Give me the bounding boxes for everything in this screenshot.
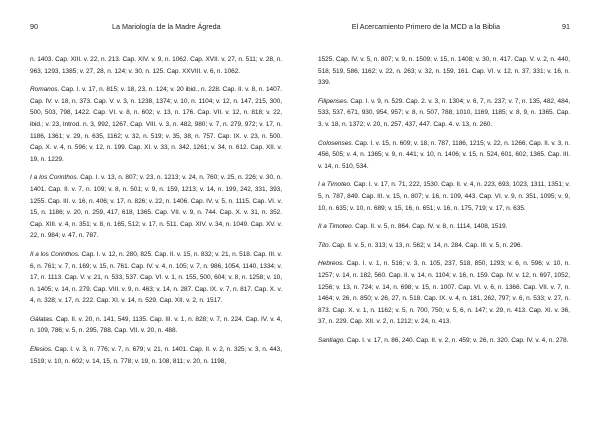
right-page-body	[318, 54, 570, 346]
entry-book-name: Filipenses.	[318, 97, 349, 105]
entry-book-name: Efesios.	[30, 346, 53, 354]
entry-book-name: Colosenses.	[318, 139, 354, 147]
right-page-header	[318, 22, 570, 40]
entry-references: Cap. I. v. 3, n. 776; v. 7, n. 679; v. 21, n. 1401. Cap. II. v. 2, n. 325; v. 3, n. 443, 1519; v. 10, n. 602; v. 14, 15, n. 778; v. 19, n. 108, 811; v. 20, n. 1198,	[30, 346, 282, 365]
index-entry	[30, 314, 282, 337]
entry-book-name: Gálatas.	[30, 315, 54, 323]
entry-references: Cap. I. v. 17, n. 71, 222, 1530. Cap. II. v. 4, n. 223, 693, 1023, 1311, 1351; v. 5, n. 787, 849. Cap. III. v. 15, n. 807; v. 16, n. 109, 443. Cap. VI. v. 9, n. 351, 1095; v. 9, 10, n. 635; v. 10, n. 689; v. 15, 16, n. 651; v. 16, n. 175, 719; v. 17, n. 635.	[318, 181, 570, 212]
index-entry	[318, 138, 570, 173]
entry-references: Cap. I. v. 17, n. 815; v. 18, 23, n. 124; v. 20 ibid., n. 228. Cap. II. v. 8, n. 1407. Cap. IV. v. 18, n. 373. Cap. V. v. 3, n. 1238, 1374; v. 10, n. 1104; v. 12, n. 147, 215, 300, 500, 503, 798, 1422. Cap. VI. v. 8, n. 602; v. 13, n. 176. Cap. VII. v. 12, n. 818; v. 22, ibid.; v. 23, Introd. n. 3, 992, 1267. Cap. VIII. v. 3, n. 482, 980; v. 7, n. 279, 972; v. 17, n. 1186, 1361; v. 29, n. 635, 1162; v. 32, n. 519; v. 35, 38, n. 757. Cap. IX. v. 23, n. 500. Cap. X. v. 4, n. 596; v. 12, n. 199. Cap. XI. v. 33, n. 342, 1261; v. 34, n. 612. Cap. XII. v. 19, n. 1229.	[30, 86, 282, 163]
entry-book-name: I a Timoteo.	[318, 181, 352, 189]
entry-references: Cap. I. v. 9, n. 529. Cap. 2. v. 3, n. 1304; v. 6, 7, n. 237; v. 7, n. 135, 482, 484, 533, 537, 671, 930, 954, 957; v. 8, n. 507, 788, 1010, 1169, 1185; v. 8, 9, n. 1365. Cap. 3. v. 18, n. 1372; v. 20, n. 257, 437, 447. Cap. 4. v. 13, n. 260.	[318, 97, 570, 128]
left-page-header	[30, 22, 282, 40]
index-entry	[318, 54, 570, 89]
index-entry	[30, 54, 282, 77]
entry-references: Cap. II. v. 5, n. 313; v. 13, n. 562; v. 14, n. 284. Cap. III. v. 5, n. 296.	[330, 241, 523, 249]
right-page	[300, 0, 600, 423]
entry-references: Cap. I. v. 17, n. 86, 240. Cap. II. v. 2, n. 459; v. 26, n. 320. Cap. IV. v. 4, n. 278.	[345, 336, 569, 344]
entry-book-name: II a Timoteo.	[318, 223, 354, 231]
index-entry	[318, 96, 570, 131]
index-entry	[30, 84, 282, 165]
entry-references: Cap. I. v. 15, n. 609; v. 18, n. 787, 1186, 1215; v. 22, n. 1266. Cap. II. v. 3, n. 456, 505; v. 4, n. 1365; v. 9, n. 441; v. 10, n. 1406; v. 15, n. 524, 601, 602, 1365. Cap. III. v. 14, n. 510, 534.	[318, 139, 570, 170]
entry-book-name: Hebreos.	[318, 260, 344, 268]
entry-references: n. 1403. Cap. XIII. v. 22, n. 213. Cap. XIV. v. 9, n. 1062. Cap. XVII. v. 27, n. 511; v. 28, n. 963, 1293, 1385; v. 27, 28, n. 124; v. 30, n. 125. Cap. XXVIII. v. 6, n. 1062.	[30, 56, 282, 75]
index-entry	[30, 172, 282, 242]
entry-book-name: I a los Corinthos.	[30, 174, 79, 182]
index-entry	[318, 240, 570, 252]
entry-references: Cap. I. v. 13, n. 807; v. 23, n. 1213; v. 24, n. 760; v. 25, n. 226; v. 30, n. 1401. Cap. II. v. 7, n. 109; v. 8, n. 501; v. 9, n. 159, 1213; v. 14, n. 199, 242, 331, 393, 1255. Cap. III. v. 16, n. 406; v. 17, n. 826; v. 22, n. 1406. Cap. IV. v. 5, n. 1115. Cap. VI. v. 15, n. 1186; v. 20, n. 259, 417, 618, 1365. Cap. VII. v. 9, n. 744. Cap. X. v. 31, n. 352. Cap. XIII. v. 4, n. 351; v. 8, n. 165, 512; v. 17, n. 511. Cap. XIV. v. 34, n. 1049. Cap. XV. v. 22, n. 984; v. 47, n. 787.	[30, 174, 283, 240]
left-page-body	[30, 54, 282, 367]
left-page-running-title: La Mariología de la Madre Ágreda	[112, 22, 221, 31]
entry-book-name: Tito.	[318, 241, 331, 249]
index-entry	[30, 344, 282, 367]
entry-references: Cap. II. v. 20, n. 141, 549, 1135. Cap. III. v. 1, n. 828; v. 7, n. 224. Cap. IV. v. 4, n. 109, 786; v. 5, n. 295, 788. Cap. VII. v. 20, n. 488.	[30, 315, 282, 335]
entry-book-name: II a los Corinthos.	[30, 250, 80, 258]
entry-references: Cap. II. v. 5, n. 864. Cap. IV. v. 8, n. 1114, 1408, 1519.	[353, 223, 508, 231]
index-entry	[318, 179, 570, 214]
entry-references: Cap. I. v. 12, n. 280, 825. Cap. II. v. 15, n. 832; v. 21, n. 518. Cap. III. v. 6, n. 761; v. 7, n. 169; v. 15, n. 761. Cap. IV. v. 4, n. 105; v. 7, n. 986, 1054, 1140, 1334; v. 17, n. 1113. Cap. V. v. 21, n. 533, 537. Cap. VI. v. 1, n. 155, 500, 604; v. 8, n. 1258; v. 10, n. 1405; v. 14, n. 279. Cap. VIII. v. 9, n. 463; v. 14, n. 287. Cap. IX. v. 7, n. 817. Cap. X. v. 4, n. 328; v. 17, n. 222. Cap. XI. v. 14, n. 529. Cap. XII. v. 2, n. 1517.	[30, 250, 282, 305]
index-entry	[318, 258, 570, 328]
left-page-number: 90	[30, 22, 38, 31]
index-entry	[318, 221, 570, 233]
right-page-running-title: El Acercamiento Primero de la MCD a la Biblia	[351, 22, 500, 31]
entry-book-name: Santiago.	[318, 336, 346, 344]
index-entry	[318, 335, 570, 347]
entry-book-name: Romanos.	[30, 86, 60, 94]
entry-references: 1525. Cap. IV. v. 5, n. 807; v. 9, n. 1509; v. 15, n. 1408; v. 30, n. 417. Cap. V. v. 2, n. 440, 518, 519, 586, 1162; v. 22, n. 263; v. 32, n. 159, 161. Cap. VI. v. 12, n. 37, 331; v. 16, n. 339.	[318, 56, 570, 87]
entry-references: Cap. I. v. 1, n. 516; v. 3, n. 105, 237, 518, 850, 1293; v. 6, n. 596; v. 10, n. 1257; v. 14, n. 182, 560. Cap. II. v. 14, n. 1104; v. 16, n. 159. Cap. IV. v. 12, n. 697, 1052, 1256; v. 13, n. 724; v. 14, n. 698; v. 15, n. 1007. Cap. VI. v. 6, n. 1366. Cap. VII. v. 7, n. 1464; v. 26, n. 850; v. 26, 27, n. 518. Cap. IX. v. 4, n. 181, 262, 797; v. 6, n. 533; v. 27, n. 873. Cap. X. v. 1, n. 1162; v. 5, n. 700, 750; v. 5, 6, n. 147; v. 29, n. 413. Cap. XI. v. 36, 37, n. 229. Cap. XII. v. 2, n. 1212; v. 24, n. 413.	[318, 260, 570, 326]
index-entry	[30, 249, 282, 307]
right-page-number: 91	[562, 22, 570, 31]
